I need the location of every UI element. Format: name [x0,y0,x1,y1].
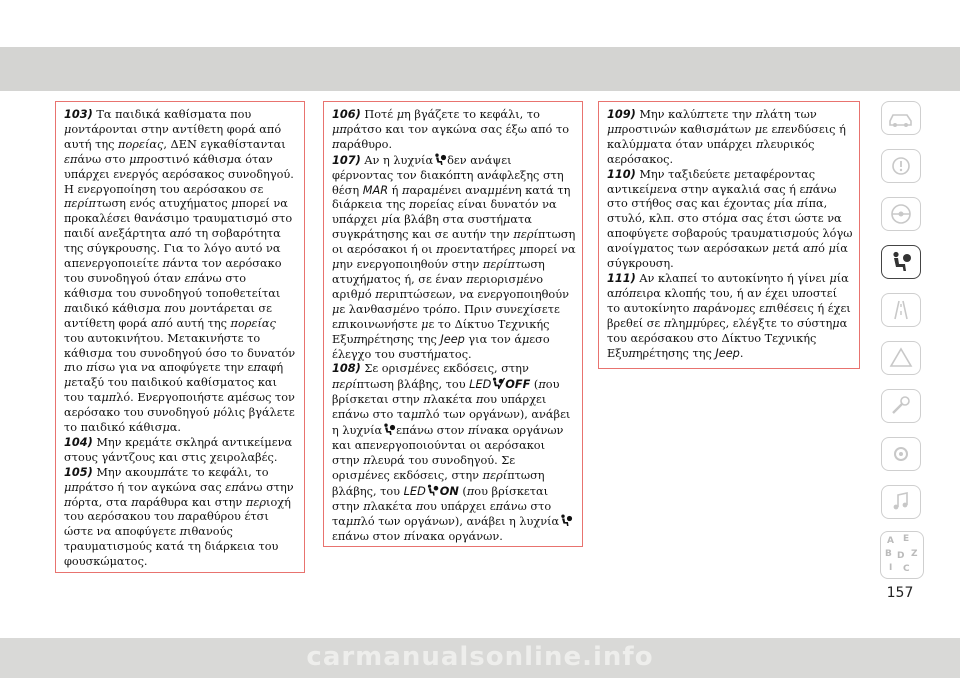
airbag-warning-icon [559,514,573,527]
tab-maintenance[interactable] [881,389,921,423]
warning-106: 106) Ποτέ μη βγάζετε το κεφάλι, το μπράτσο και τον αγκώνα σας έξω από το παράθυρο. [332,108,569,151]
tab-technical[interactable] [881,437,921,471]
tab-safety[interactable] [881,245,921,279]
page-number: 157 [886,585,914,601]
tab-driving[interactable] [881,197,921,231]
airbag-seat-icon [887,250,915,274]
index-letter: B [885,549,892,559]
warning-108: 108) Σε ορισμένες εκδόσεις, στην περίπτωση βλάβης, του LED OFF (που βρίσκεται στην πλακέτα που υπάρχει επάνω στο ταμπλό των οργάνων), ανάβει η λυχνία επάνω στον πίνακα οργάνων και απενεργοποιούνται οι αερόσακοι στην πλευρά του συνοδηγού. Σε ορισμένες εκδόσεις, στην περίπτωση βλάβης, του LED ON (που βρίσκεται στην πλακέτα που υπάρχει επάνω στο ταμπλό των οργάνων), ανάβει η λυχνίαεπάνω στον πίνακα οργάνων. [332,362,576,545]
top-bar [0,0,960,92]
airbag-warning-icon [433,153,447,166]
index-letter: A [887,536,894,546]
warning-104: 104) Μην κρεμάτε σκληρά αντικείμενα στους γάντζους και στις χειρολαβές. [64,435,293,464]
warning-number: 107) [332,153,361,167]
warning-number: 104) [64,435,93,449]
warning-box-1 [55,101,305,573]
warning-107: 107) Αν η λυχνία δεν ανάψει φέρνοντας τον διακόπτη ανάφλεξης στη θέση MAR ή παραμένει αναμμένη κατά τη διάρκεια της πορείας είναι δυνατόν να υπάρχει μία βλάβη στα συστήματα συγκράτησης και σε αυτήν την περίπτωση οι αερόσακοι ή οι προεντατήρες μπορεί να μην ενεργοποιηθούν στην περίπτωση ατυχήματος ή, σε έναν περιορισμένο αριθμό περιπτώσεων, να ενεργοποιηθούν με λανθασμένο τρόπο. Πριν συνεχίσετε επικοινωνήστε με το Δίκτυο Τεχνικής Εξυπηρέτησης της Jeep για τον άμεσο έλεγχο του συστήματος. [332,153,576,361]
warning-105: 105) Μην ακουμπάτε το κεφάλι, το μπράτσο ή τον αγκώνα σας επάνω στην πόρτα, στα παράθυρα και στην περιοχή του αερόσακου του παραθύρου έτσι ώστε να αποφύγετε πιθανούς τραυματισμούς κατά τη διάρκεια του φουσκώματος. [64,465,294,569]
warning-number: 105) [64,465,93,479]
warning-box-3 [598,101,860,369]
settings-icon [887,442,915,466]
watermark: carmanualsonline.info [306,642,654,672]
airbag-on-icon [426,484,440,497]
airbag-warning-icon [382,423,396,436]
chapter-sidebar [878,101,924,581]
airbag-off-icon [491,377,505,390]
index-letter: C [903,564,910,574]
warning-box-2 [323,101,583,547]
warning-triangle-icon [887,346,915,370]
tab-warning-lights[interactable] [881,149,921,183]
warning-number: 103) [64,108,93,121]
warning-103: 103) Τα παιδικά καθίσματα που μοντάρονται στην αντίθετη φορά από αυτή της πορείας, ΔΕΝ εγκαθίστανται επάνω στο μπροστινό κάθισμα όταν υπάρχει ενεργός αερόσακος συνοδηγού. Η ενεργοποίηση του αερόσακου σε περίπτωση ενός ατυχήματος μπορεί να προκαλέσει θανάσιμο τραυματισμό στο παιδί ανεξάρτητα από τη σοβαρότητα της σύγκρουσης. Για το λόγο αυτό να απενεργοποιείτε πάντα τον αερόσακο του συνοδηγού όταν επάνω στο κάθισμα του συνοδηγού τοποθετείται παιδικό κάθισμα που μοντάρεται σε αντίθετη φορά από αυτή της πορείας του αυτοκινήτου. Μετακινήστε το κάθισμα του συνοδηγού όσο το δυνατόν πιο πίσω για να αποφύγετε την επαφή μεταξύ του παιδικού καθίσματος και του ταμπλό. Ενεργοποιήστε αμέσως τον αερόσακο του συνοδηγού μόλις βγάλετε το παιδικό κάθισμα. [64,108,296,435]
warning-light-icon [887,154,915,178]
tab-emergency[interactable] [881,341,921,375]
tab-starting[interactable] [881,293,921,327]
warning-number: 109) [607,108,636,121]
tab-car[interactable] [881,101,921,135]
steering-wheel-icon [887,202,915,226]
index-letter: I [889,563,893,573]
warning-number: 106) [332,108,361,121]
tab-index[interactable] [880,531,924,579]
index-letter: E [903,534,910,544]
warning-number: 110) [607,167,636,181]
wrench-icon [887,394,915,418]
top-band [0,47,960,91]
warning-number: 108) [332,362,361,376]
index-letter: Z [911,549,918,559]
warning-111: 111) Αν κλαπεί το αυτοκίνητο ή γίνει μία απόπειρα κλοπής του, ή αν έχει υποστεί το αυτοκίνητο παράνομες επιθέσεις ή έχει βρεθεί σε πλημμύρες, ελέγξτε το σύστημα του αερόσακου στο Δίκτυο Τεχνικής Εξυπηρέτησης της Jeep. [607,271,851,360]
index-letter: D [897,551,905,561]
warning-number: 111) [607,271,636,285]
warning-109: 109) Μην καλύπτετε την πλάτη των μπροστινών καθισμάτων με επενδύσεις ή καλύμματα όταν υπάρχει πλευρικός αερόσακος. [607,108,846,166]
warning-110: 110) Μην ταξιδεύετε μεταφέροντας αντικείμενα στην αγκαλιά σας ή επάνω στο στήθος σας και έχοντας μία πίπα, στυλό, κλπ. στο στόμα σας έτσι ώστε να αποφύγετε σοβαρούς τραυματισμούς λόγω ανοίγματος των αερόσακων μετά από μία σύγκρουση. [607,167,853,271]
tab-multimedia[interactable] [881,485,921,519]
car-icon [887,106,915,130]
music-icon [887,490,915,514]
bottom-bar [0,628,960,678]
road-icon [887,298,915,322]
